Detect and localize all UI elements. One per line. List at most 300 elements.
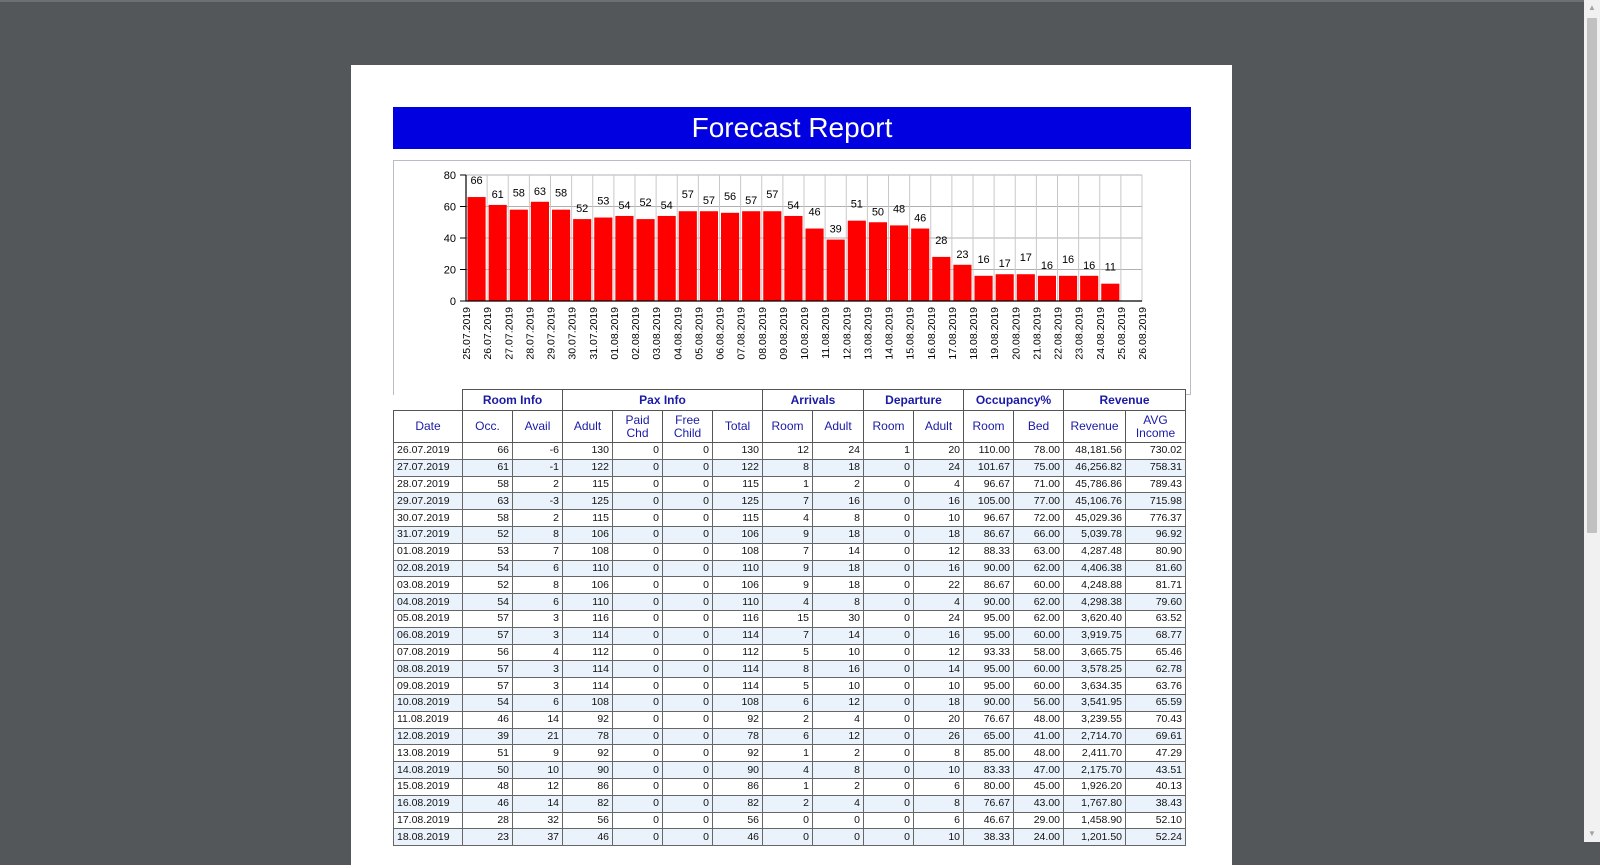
x-tick-label: 24.08.2019	[1094, 307, 1107, 360]
table-cell: 6	[763, 694, 813, 711]
table-cell: 46	[463, 711, 513, 728]
table-cell: 106	[713, 526, 763, 543]
table-cell: 05.08.2019	[394, 610, 463, 627]
table-cell: 8	[763, 661, 813, 678]
table-cell: 60.00	[1014, 678, 1064, 695]
table-cell: 3,634.35	[1064, 678, 1126, 695]
table-cell: 12	[763, 443, 813, 460]
table-cell: 130	[563, 443, 613, 460]
table-cell: 6	[513, 560, 563, 577]
table-cell: 8	[813, 510, 864, 527]
x-tick-label: 09.08.2019	[777, 307, 790, 360]
table-cell: 115	[713, 476, 763, 493]
table-cell: 32	[513, 812, 563, 829]
table-cell: 3,578.25	[1064, 661, 1126, 678]
table-cell: 92	[563, 745, 613, 762]
table-cell: 114	[563, 627, 613, 644]
bar	[1080, 276, 1098, 301]
table-cell: 106	[563, 526, 613, 543]
table-cell: 110.00	[964, 443, 1014, 460]
bar	[679, 211, 697, 301]
table-cell: 115	[563, 476, 613, 493]
table-cell: 8	[813, 594, 864, 611]
table-cell: 0	[864, 543, 914, 560]
table-cell: 41.00	[1014, 728, 1064, 745]
table-cell: 0	[613, 829, 663, 846]
table-cell: 72.00	[1014, 510, 1064, 527]
x-tick-label: 11.08.2019	[820, 307, 833, 359]
data-label: 63	[533, 185, 547, 198]
table-cell: 2	[763, 795, 813, 812]
table-cell: 29.07.2019	[394, 493, 463, 510]
table-cell: 1,926.20	[1064, 778, 1126, 795]
table-cell: 0	[763, 829, 813, 846]
table-cell: 130	[713, 443, 763, 460]
table-cell: 02.08.2019	[394, 560, 463, 577]
table-cell: 116	[563, 610, 613, 627]
table-cell: 0	[613, 778, 663, 795]
group-header-room-info: Room Info	[463, 390, 563, 411]
table-cell: 10	[914, 829, 964, 846]
bar	[869, 222, 887, 301]
table-cell: 45,106.76	[1064, 493, 1126, 510]
data-label: 48	[892, 203, 906, 216]
x-tick-label: 30.07.2019	[566, 307, 579, 360]
table-cell: 47.00	[1014, 762, 1064, 779]
table-cell: 0	[613, 493, 663, 510]
bar	[1038, 276, 1056, 301]
table-cell: 38.33	[964, 829, 1014, 846]
x-tick-label: 08.08.2019	[756, 307, 769, 360]
table-cell: 122	[713, 459, 763, 476]
table-cell: 12	[914, 644, 964, 661]
scrollbar-thumb[interactable]	[1587, 18, 1597, 533]
table-cell: 9	[763, 560, 813, 577]
data-label: 56	[723, 190, 737, 203]
table-cell: 69.61	[1126, 728, 1186, 745]
data-label: 17	[1019, 252, 1032, 265]
table-cell: 122	[563, 459, 613, 476]
table-cell: 776.37	[1126, 510, 1186, 527]
table-cell: 9	[513, 745, 563, 762]
bar	[932, 257, 950, 301]
x-tick-label: 12.08.2019	[841, 307, 854, 360]
table-cell: 58.00	[1014, 644, 1064, 661]
bar	[996, 274, 1014, 301]
table-cell: 0	[663, 560, 713, 577]
occupancy-bar-chart	[393, 160, 1191, 395]
table-cell: 3,665.75	[1064, 644, 1126, 661]
table-cell: 125	[563, 493, 613, 510]
table-cell: 115	[563, 510, 613, 527]
chart-svg	[394, 161, 1190, 394]
table-cell: 3,919.75	[1064, 627, 1126, 644]
table-cell: 7	[513, 543, 563, 560]
data-label: 16	[1040, 259, 1054, 272]
table-cell: 28.07.2019	[394, 476, 463, 493]
table-cell: 12	[513, 778, 563, 795]
table-cell: 105.00	[964, 493, 1014, 510]
table-cell: 26	[914, 728, 964, 745]
table-cell: 96.67	[964, 510, 1014, 527]
table-cell: 57	[463, 610, 513, 627]
table-cell: 0	[864, 493, 914, 510]
table-cell: 1	[763, 778, 813, 795]
table-cell: 0	[864, 762, 914, 779]
table-cell: 0	[663, 510, 713, 527]
bar	[848, 221, 866, 301]
blank-header-cell	[394, 390, 463, 411]
table-cell: 9	[763, 577, 813, 594]
x-tick-label: 03.08.2019	[651, 307, 664, 360]
table-row	[394, 493, 1186, 510]
table-row	[394, 778, 1186, 795]
table-cell: 62.78	[1126, 661, 1186, 678]
table-cell: 0	[613, 694, 663, 711]
table-cell: 0	[663, 661, 713, 678]
table-cell: 0	[663, 627, 713, 644]
table-cell: 43.51	[1126, 762, 1186, 779]
table-cell: 0	[613, 577, 663, 594]
table-cell: 8	[513, 577, 563, 594]
table-cell: 45,786.86	[1064, 476, 1126, 493]
table-cell: 10	[914, 762, 964, 779]
y-tick-label: 20	[443, 264, 456, 277]
table-cell: 88.33	[964, 543, 1014, 560]
table-cell: 20	[914, 443, 964, 460]
bar	[573, 219, 591, 301]
table-cell: 60.00	[1014, 577, 1064, 594]
table-cell: 0	[613, 678, 663, 695]
data-label: 28	[935, 234, 948, 247]
table-cell: 79.60	[1126, 594, 1186, 611]
table-cell: 46	[563, 829, 613, 846]
x-tick-label: 25.08.2019	[1115, 307, 1128, 360]
table-cell: 5	[763, 644, 813, 661]
x-tick-label: 02.08.2019	[630, 307, 642, 360]
table-row	[394, 627, 1186, 644]
y-tick-label: 60	[443, 201, 456, 214]
table-cell: 81.60	[1126, 560, 1186, 577]
table-cell: 56	[563, 812, 613, 829]
table-cell: 0	[864, 778, 914, 795]
table-cell: 7	[763, 627, 813, 644]
table-cell: 3	[513, 661, 563, 678]
table-cell: 0	[613, 745, 663, 762]
table-cell: 125	[713, 493, 763, 510]
column-header: Adult	[914, 411, 964, 443]
table-cell: 22	[914, 577, 964, 594]
bar	[1101, 284, 1119, 301]
table-cell: 40.13	[1126, 778, 1186, 795]
table-cell: 63.76	[1126, 678, 1186, 695]
column-header-row	[394, 411, 1186, 443]
table-cell: 8	[914, 795, 964, 812]
table-cell: 16	[914, 560, 964, 577]
table-cell: 82	[713, 795, 763, 812]
table-cell: -6	[513, 443, 563, 460]
x-tick-label: 31.07.2019	[587, 307, 600, 360]
data-label: 51	[850, 198, 863, 211]
table-cell: 26.07.2019	[394, 443, 463, 460]
table-cell: 106	[713, 577, 763, 594]
column-header: Occ.	[463, 411, 513, 443]
table-cell: 0	[613, 610, 663, 627]
data-label: 16	[1061, 253, 1075, 266]
table-cell: 76.67	[964, 795, 1014, 812]
column-header: Date	[394, 411, 463, 443]
table-cell: 14	[914, 661, 964, 678]
x-tick-label: 23.08.2019	[1073, 307, 1086, 360]
forecast-table	[393, 389, 1186, 846]
table-cell: 106	[563, 577, 613, 594]
table-cell: 0	[864, 661, 914, 678]
table-cell: 16.08.2019	[394, 795, 463, 812]
data-label: 50	[871, 206, 885, 219]
table-cell: 114	[713, 661, 763, 678]
table-cell: 43.00	[1014, 795, 1064, 812]
table-cell: 0	[864, 678, 914, 695]
report-title-banner: Forecast Report	[393, 107, 1191, 149]
group-header-revenue: Revenue	[1064, 390, 1186, 411]
bar	[552, 210, 570, 301]
table-cell: 86.67	[964, 526, 1014, 543]
table-cell: 66.00	[1014, 526, 1064, 543]
table-cell: 7	[763, 493, 813, 510]
data-label: 57	[745, 195, 758, 208]
table-cell: 0	[864, 526, 914, 543]
column-header: Room	[763, 411, 813, 443]
table-cell: 24	[813, 443, 864, 460]
table-cell: 80.90	[1126, 543, 1186, 560]
table-cell: 12.08.2019	[394, 728, 463, 745]
table-cell: 1,458.90	[1064, 812, 1126, 829]
table-cell: -3	[513, 493, 563, 510]
table-cell: 8	[813, 762, 864, 779]
table-cell: 56	[713, 812, 763, 829]
bar	[763, 211, 781, 301]
table-cell: 0	[864, 594, 914, 611]
table-cell: 85.00	[964, 745, 1014, 762]
table-cell: 0	[613, 627, 663, 644]
table-row	[394, 644, 1186, 661]
bar	[1059, 276, 1077, 301]
table-cell: 66	[463, 443, 513, 460]
table-cell: 60.00	[1014, 661, 1064, 678]
table-cell: 2	[513, 476, 563, 493]
table-cell: 29.00	[1014, 812, 1064, 829]
table-cell: 9	[763, 526, 813, 543]
table-cell: 0	[663, 577, 713, 594]
bar	[658, 216, 676, 301]
table-cell: 38.43	[1126, 795, 1186, 812]
table-cell: 95.00	[964, 627, 1014, 644]
table-cell: 114	[563, 661, 613, 678]
table-row	[394, 762, 1186, 779]
table-cell: 10	[914, 510, 964, 527]
table-cell: 60.00	[1014, 627, 1064, 644]
table-cell: 56	[463, 644, 513, 661]
data-label: 53	[597, 195, 610, 208]
table-cell: 0	[613, 476, 663, 493]
table-cell: 09.08.2019	[394, 678, 463, 695]
table-cell: 115	[713, 510, 763, 527]
table-cell: 8	[513, 526, 563, 543]
table-cell: 0	[613, 459, 663, 476]
bar	[637, 219, 655, 301]
table-cell: 68.77	[1126, 627, 1186, 644]
bar	[975, 276, 993, 301]
data-label: 58	[512, 187, 525, 200]
x-tick-label: 26.07.2019	[482, 307, 495, 360]
data-label: 57	[702, 195, 716, 208]
table-cell: 0	[613, 728, 663, 745]
table-cell: 90.00	[964, 594, 1014, 611]
table-cell: 3,620.40	[1064, 610, 1126, 627]
table-cell: 8	[763, 459, 813, 476]
table-cell: 18	[813, 526, 864, 543]
table-cell: 52	[463, 577, 513, 594]
table-cell: 62.00	[1014, 560, 1064, 577]
table-row	[394, 829, 1186, 846]
bar	[742, 211, 760, 301]
column-header: AVG Income	[1126, 411, 1186, 443]
table-cell: 0	[813, 812, 864, 829]
table-cell: 51	[463, 745, 513, 762]
column-header: Bed	[1014, 411, 1064, 443]
column-header: Adult	[563, 411, 613, 443]
table-row	[394, 594, 1186, 611]
table-row	[394, 610, 1186, 627]
x-tick-label: 06.08.2019	[714, 307, 727, 360]
table-cell: 3	[513, 610, 563, 627]
table-cell: 108	[563, 694, 613, 711]
data-label: 54	[660, 199, 673, 212]
bar	[806, 229, 824, 301]
table-cell: 0	[663, 795, 713, 812]
table-cell: 01.08.2019	[394, 543, 463, 560]
x-tick-label: 22.08.2019	[1052, 307, 1065, 360]
table-cell: 114	[563, 678, 613, 695]
table-cell: 0	[613, 661, 663, 678]
data-label: 58	[554, 187, 568, 200]
table-cell: 0	[663, 745, 713, 762]
table-cell: 2,411.70	[1064, 745, 1126, 762]
table-cell: 63	[463, 493, 513, 510]
table-cell: 92	[713, 745, 763, 762]
table-cell: 76.67	[964, 711, 1014, 728]
scroll-down-arrow-icon[interactable]: ▼	[1588, 829, 1596, 838]
bar	[911, 229, 929, 301]
table-cell: 75.00	[1014, 459, 1064, 476]
table-cell: 48,181.56	[1064, 443, 1126, 460]
table-cell: 0	[864, 694, 914, 711]
table-cell: 0	[613, 526, 663, 543]
data-label: 66	[470, 175, 483, 188]
table-cell: 95.00	[964, 610, 1014, 627]
table-cell: 2	[513, 510, 563, 527]
table-cell: 8	[914, 745, 964, 762]
table-cell: 18	[914, 526, 964, 543]
column-header: Room	[964, 411, 1014, 443]
table-cell: 2	[763, 711, 813, 728]
table-cell: 0	[864, 510, 914, 527]
table-cell: 16	[914, 493, 964, 510]
table-cell: 07.08.2019	[394, 644, 463, 661]
vertical-scrollbar[interactable]	[1584, 0, 1600, 842]
table-cell: 81.71	[1126, 577, 1186, 594]
data-label: 17	[998, 258, 1011, 271]
table-cell: 08.08.2019	[394, 661, 463, 678]
table-cell: 82	[563, 795, 613, 812]
table-cell: 4	[763, 510, 813, 527]
table-cell: 0	[864, 795, 914, 812]
x-tick-label: 27.07.2019	[503, 307, 516, 360]
table-cell: 112	[563, 644, 613, 661]
table-cell: 48.00	[1014, 745, 1064, 762]
x-tick-label: 01.08.2019	[608, 307, 621, 360]
table-cell: 95.00	[964, 661, 1014, 678]
table-cell: 4	[513, 644, 563, 661]
group-header-departure: Departure	[864, 390, 964, 411]
x-tick-label: 17.08.2019	[946, 307, 959, 360]
table-cell: 1	[864, 443, 914, 460]
x-tick-label: 14.08.2019	[883, 307, 896, 360]
table-cell: 10	[813, 678, 864, 695]
table-cell: 4,248.88	[1064, 577, 1126, 594]
table-cell: 14	[813, 627, 864, 644]
table-cell: 90	[563, 762, 613, 779]
table-cell: 86	[713, 778, 763, 795]
scroll-up-arrow-icon[interactable]: ▲	[1588, 3, 1596, 12]
x-tick-label: 05.08.2019	[693, 307, 706, 360]
table-row	[394, 812, 1186, 829]
table-cell: 65.00	[964, 728, 1014, 745]
table-cell: 37	[513, 829, 563, 846]
bar	[489, 205, 507, 301]
table-cell: 0	[864, 745, 914, 762]
bar	[784, 216, 802, 301]
table-cell: 18.08.2019	[394, 829, 463, 846]
table-cell: 0	[613, 560, 663, 577]
table-cell: 108	[713, 543, 763, 560]
x-tick-label: 28.07.2019	[524, 307, 537, 360]
table-cell: 4,287.48	[1064, 543, 1126, 560]
table-cell: 3	[513, 678, 563, 695]
table-cell: 90.00	[964, 560, 1014, 577]
table-cell: 4	[914, 594, 964, 611]
table-cell: 47.29	[1126, 745, 1186, 762]
table-cell: 10	[513, 762, 563, 779]
column-header: Room	[864, 411, 914, 443]
table-row	[394, 510, 1186, 527]
x-tick-label: 19.08.2019	[989, 307, 1002, 360]
table-cell: 2	[813, 745, 864, 762]
table-cell: 52.24	[1126, 829, 1186, 846]
table-cell: 112	[713, 644, 763, 661]
table-cell: 96.92	[1126, 526, 1186, 543]
table-cell: 46	[463, 795, 513, 812]
table-cell: 0	[613, 443, 663, 460]
table-cell: 0	[663, 543, 713, 560]
table-cell: 63.00	[1014, 543, 1064, 560]
table-cell: 10	[813, 644, 864, 661]
table-cell: 92	[563, 711, 613, 728]
y-tick-label: 0	[449, 296, 456, 308]
table-cell: 0	[663, 762, 713, 779]
table-cell: 6	[914, 778, 964, 795]
table-cell: 63.52	[1126, 610, 1186, 627]
